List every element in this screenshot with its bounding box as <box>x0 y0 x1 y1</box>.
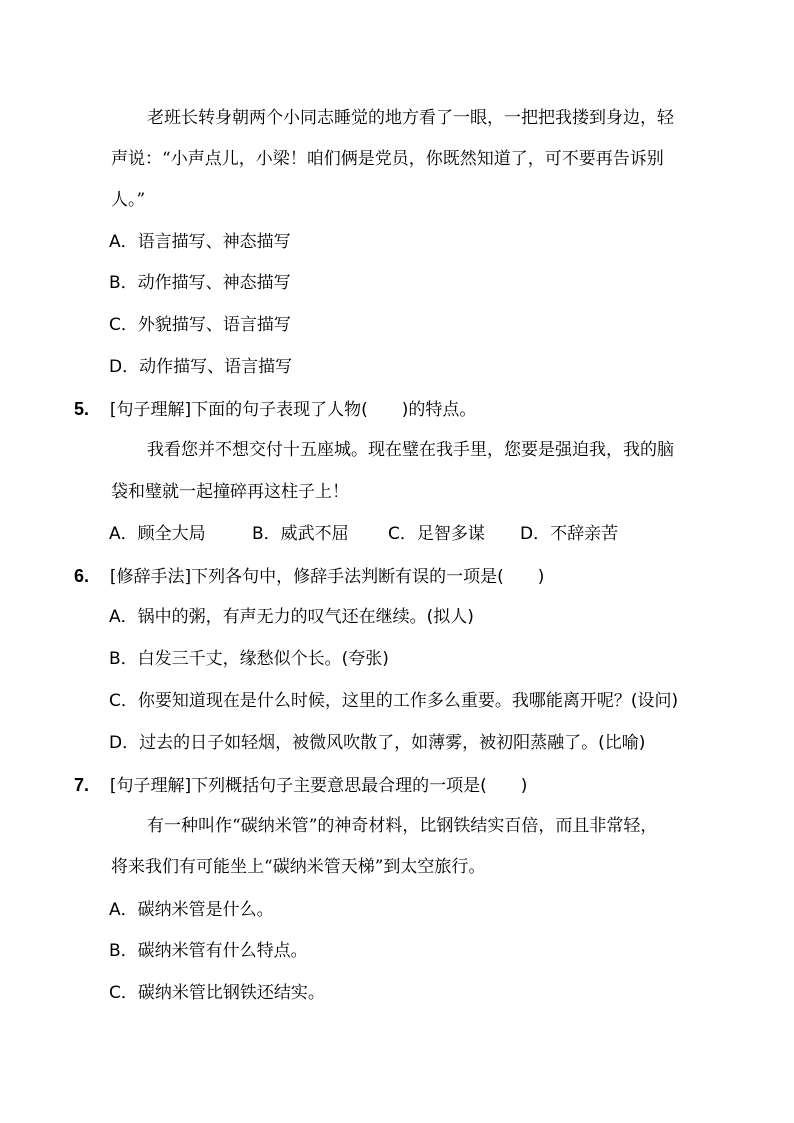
q6-option-d: D．过去的日子如轻烟，被微风吹散了，如薄雾，被初阳蒸融了。(比喻) <box>109 733 646 753</box>
passage-q5-line-2: 袋和璧就一起撞碎再这柱子上！ <box>111 482 349 502</box>
question-5-number: 5. <box>74 399 90 419</box>
q5-option-a: A．顾全大局 <box>109 524 206 544</box>
q4-option-d: D．动作描写、语言描写 <box>109 357 293 377</box>
q4-option-b: B．动作描写、神态描写 <box>109 273 291 293</box>
passage-q4-line-3: 人。” <box>111 190 146 210</box>
q6-option-c: C．你要知道现在是什么时候，这里的工作多么重要。我哪能离开呢？(设问) <box>109 691 679 711</box>
question-7-number: 7. <box>74 775 90 795</box>
q7-option-b: B．碳纳米管有什么特点。 <box>109 941 308 961</box>
question-6-stem: [修辞手法]下列各句中，修辞手法判断有误的一项是( ) <box>109 567 545 587</box>
q4-option-a: A．语言描写、神态描写 <box>109 232 291 252</box>
question-6 <box>74 564 544 589</box>
q5-option-c: C．足智多谋 <box>388 524 485 544</box>
q6-option-a: A．锅中的粥，有声无力的叹气还在继续。(拟人) <box>109 607 474 627</box>
passage-q5-line-1: 我看您并不想交付十五座城。现在璧在我手里，您要是强迫我，我的脑 <box>147 440 674 460</box>
question-5 <box>74 397 476 422</box>
passage-q4-line-2: 声说：“小声点儿，小梁！咱们俩是党员，你既然知道了，可不要再告诉别 <box>111 149 664 169</box>
q4-option-c: C．外貌描写、语言描写 <box>109 315 291 335</box>
passage-q7-line-1: 有一种叫作“碳纳米管”的神奇材料，比钢铁结实百倍，而且非常轻， <box>147 816 658 836</box>
q7-option-a: A．碳纳米管是什么。 <box>109 900 274 920</box>
q7-option-c: C．碳纳米管比钢铁还结实。 <box>109 983 325 1003</box>
question-7-stem: [句子理解]下列概括句子主要意思最合理的一项是( ) <box>109 776 528 796</box>
question-7 <box>74 773 527 798</box>
question-6-number: 6. <box>74 566 90 586</box>
q6-option-b: B．白发三千丈，缘愁似个长。(夸张) <box>109 649 389 669</box>
passage-q7-line-2: 将来我们有可能坐上“碳纳米管天梯”到太空旅行。 <box>111 857 486 877</box>
passage-q4-line-1: 老班长转身朝两个小同志睡觉的地方看了一眼，一把把我搂到身边，轻 <box>147 108 674 128</box>
question-5-stem: [句子理解]下面的句子表现了人物( )的特点。 <box>109 400 477 420</box>
q5-option-d: D．不辞亲苦 <box>520 524 619 544</box>
q5-option-b: B．威武不屈 <box>252 524 349 544</box>
